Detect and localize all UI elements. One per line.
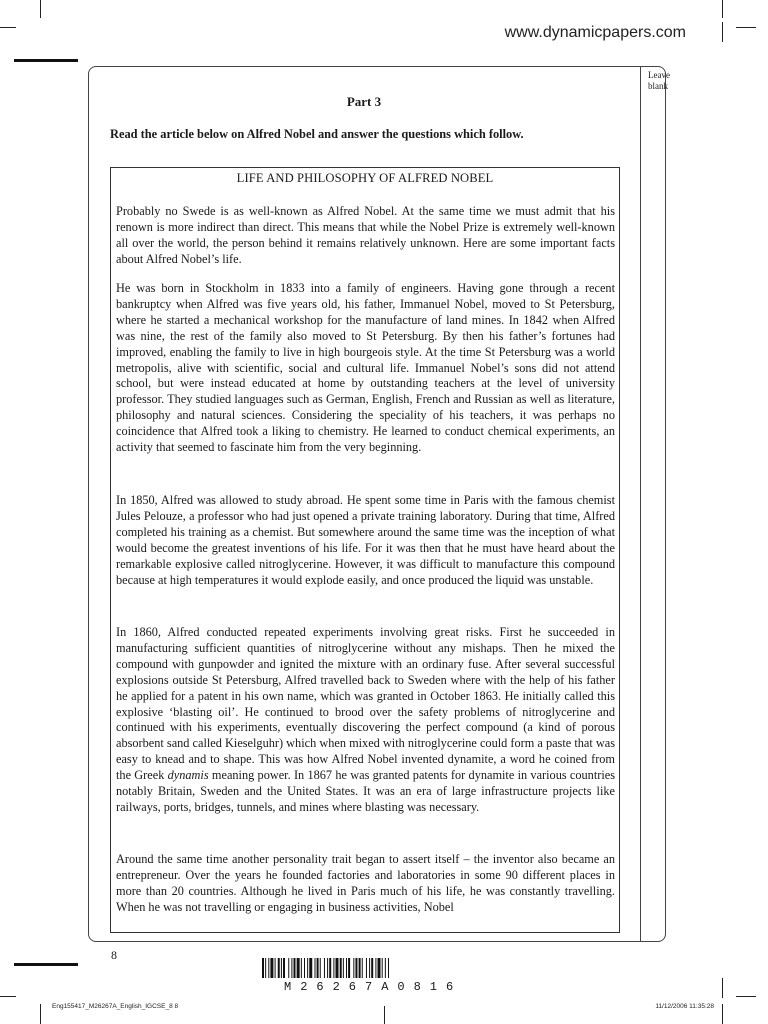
- crop-mark-bottom-right-v2: [722, 1004, 723, 1024]
- barcode-bar: [275, 958, 276, 978]
- barcode-bar: [307, 958, 308, 978]
- barcode-bar: [283, 958, 285, 978]
- barcode-bar: [333, 958, 334, 978]
- barcode-bar: [294, 958, 296, 978]
- print-code: Eng155417_M26267A_English_IGCSE_8 8: [52, 1003, 179, 1010]
- crop-mark-right-v: [722, 22, 723, 42]
- barcode-bar: [369, 958, 370, 978]
- part-title: Part 3: [346, 94, 382, 109]
- barcode-bar: [268, 958, 269, 978]
- barcode-bar: [320, 958, 321, 978]
- article-paragraph-4: [111, 625, 619, 816]
- barcode-bar: [355, 958, 357, 978]
- crop-mark-top-left-v: [40, 0, 41, 18]
- barcode-bar: [327, 958, 328, 978]
- crop-mark-top-right-v: [722, 0, 723, 18]
- barcode-bar: [388, 958, 389, 978]
- barcode-bar: [375, 958, 376, 978]
- margin-bar-top: [14, 59, 78, 62]
- barcode-bar: [385, 958, 386, 978]
- leave-blank-label: Leave blank: [648, 70, 670, 91]
- barcode-bar: [382, 958, 383, 978]
- barcode-bar: [291, 958, 292, 978]
- barcode-bar: [309, 958, 312, 978]
- article-paragraph-3: In 1850, Alfred was allowed to study abroad. He spent some time in Paris with the famous chemist Jules Pelouze, a professor who had just opened a private training laboratory. During that time, Alfred completed his training as a chemist. But somewhere around the same time was the inception of what would become the greatest inventions of his life. For it was then that he must have heard about the remarkable explosive called nitroglycerine. However, it was difficult to manufacture this compound because at high temperatures it would explode easily, and once produced the liquid was unstable.: [116, 493, 615, 587]
- leave-blank-divider: [640, 67, 641, 941]
- crop-mark-bottom-right-v: [722, 978, 723, 998]
- barcode-bar: [378, 958, 381, 978]
- barcode-bar: [348, 958, 350, 978]
- barcode-bar: [353, 958, 354, 978]
- barcode-bar: [359, 958, 361, 978]
- article-paragraph-2: He was born in Stockholm in 1833 into a family of engineers. Having gone through a recent bankruptcy when Alfred was five years old, his father, Immanuel Nobel, moved to St Petersburg, where he started a mechanical workshop for the manufacture of land mines. In 1842 when Alfred was nine, the rest of the family also moved to St Petersburg. By then his father’s fortunes had improved, enabling the family to live in high bourgeois style. At the time St Petersburg was a world metropolis, alive with scientific, social and cultural life. Immanuel Nobel’s sons did not attend school, but were instead educated at home by outstanding teachers at the level of university professor. They studied languages such as German, English, French and Russian as well as literature, philosophy and natural sciences. Considering the speciality of his teachers, it was perhaps no coincidence that Alfred took a liking to chemistry. He learned to conduct chemical experiments, an activity that seemed to fascinate him from the very beginning.: [116, 281, 615, 455]
- barcode-bar: [304, 958, 305, 978]
- paragraph-4-part-1: In 1860, Alfred conducted repeated experiments involving great risks. First he succeeded in manufacturing sufficient quantities of nitroglycerine without any mishaps. Then he mixed the compound with gunpowder and ignited the mixture with an ordinary fuse. After several successful explosions outside St Petersburg, Alfred travelled back to Sweden where with the help of his father he applied for a patent in his own name, which was granted in October 1863. He initially called this explosive ‘blasting oil’. He continued to brood over the safety problems of nitroglycerine and continued with his experiments, eventually discovering the perfect compound (a kind of porous absorbent sand called Kieselguhr) which when mixed with nitroglycerine could form a paste that was easy to knead and to shape. This was how Alfred Nobel invented dynamite, a word he coined from the Greek: [116, 625, 615, 783]
- article-title: LIFE AND PHILOSOPHY OF ALFRED NOBEL: [236, 171, 494, 185]
- barcode-graphic: [262, 958, 506, 978]
- barcode-bar: [336, 958, 339, 978]
- crop-mark-top-left-h: [0, 27, 16, 28]
- instruction-text: Read the article below on Alfred Nobel and answer the questions which follow.: [110, 127, 524, 141]
- barcode-bar: [270, 958, 273, 978]
- greek-word: dynamis: [167, 768, 209, 783]
- barcode-bar: [340, 958, 342, 978]
- barcode-bar: [297, 958, 300, 978]
- barcode-bar: [346, 958, 347, 978]
- crop-mark-bottom-left-v: [40, 1004, 41, 1024]
- crop-mark-bottom-center-v: [384, 1006, 385, 1024]
- article-box: [110, 167, 620, 933]
- barcode-bar: [315, 958, 316, 978]
- crop-mark-top-right-h: [736, 27, 756, 28]
- barcode-bar: [371, 958, 373, 978]
- barcode-number: M26267A0816: [284, 980, 463, 994]
- barcode-bar: [366, 958, 367, 978]
- website-url: www.dynamicpapers.com: [504, 24, 686, 41]
- barcode-bar: [265, 958, 266, 978]
- barcode-bar: [262, 958, 264, 978]
- paragraph-4-part-2: meaning power. In 1867 he was granted patents for dynamite in various countries notably Britain, Sweden and the United States. It was an era of large infrastructure projects like railways, ports, bridges, tunnels, and mines where blasting was necessary.: [116, 768, 615, 814]
- article-paragraph-5: Around the same time another personality trait began to assert itself – the inventor also became an entrepreneur. Over the years he founded factories and laboratories in some 90 different places in more than 20 countries. Although he lived in Paris much of his life, he was constantly travelling. When he was not travelling or engaging in business activities, Nobel: [116, 852, 615, 914]
- barcode-bar: [324, 958, 325, 978]
- barcode-bar: [301, 958, 302, 978]
- crop-mark-bottom-left-h: [0, 996, 16, 997]
- barcode-bar: [329, 958, 331, 978]
- barcode-bar: [317, 958, 319, 978]
- crop-mark-bottom-right-h: [736, 996, 756, 997]
- barcode-bar: [288, 958, 289, 978]
- barcode-bar: [343, 958, 344, 978]
- print-date: 11/12/2006 11:35:28: [655, 1003, 714, 1010]
- barcode-bar: [278, 958, 280, 978]
- barcode-bar: [362, 958, 363, 978]
- barcode-bar: [281, 958, 282, 978]
- margin-bar-bottom: [14, 963, 78, 966]
- article-paragraph-1: Probably no Swede is as well-known as Alfred Nobel. At the same time we must admit that his renown is more indirect than direct. This means that while the Nobel Prize is extremely well-known all over the world, the person behind it remains relatively unknown. Here are some important facts about Alfred Nobel’s life.: [116, 204, 615, 266]
- page-number: 8: [111, 948, 117, 962]
